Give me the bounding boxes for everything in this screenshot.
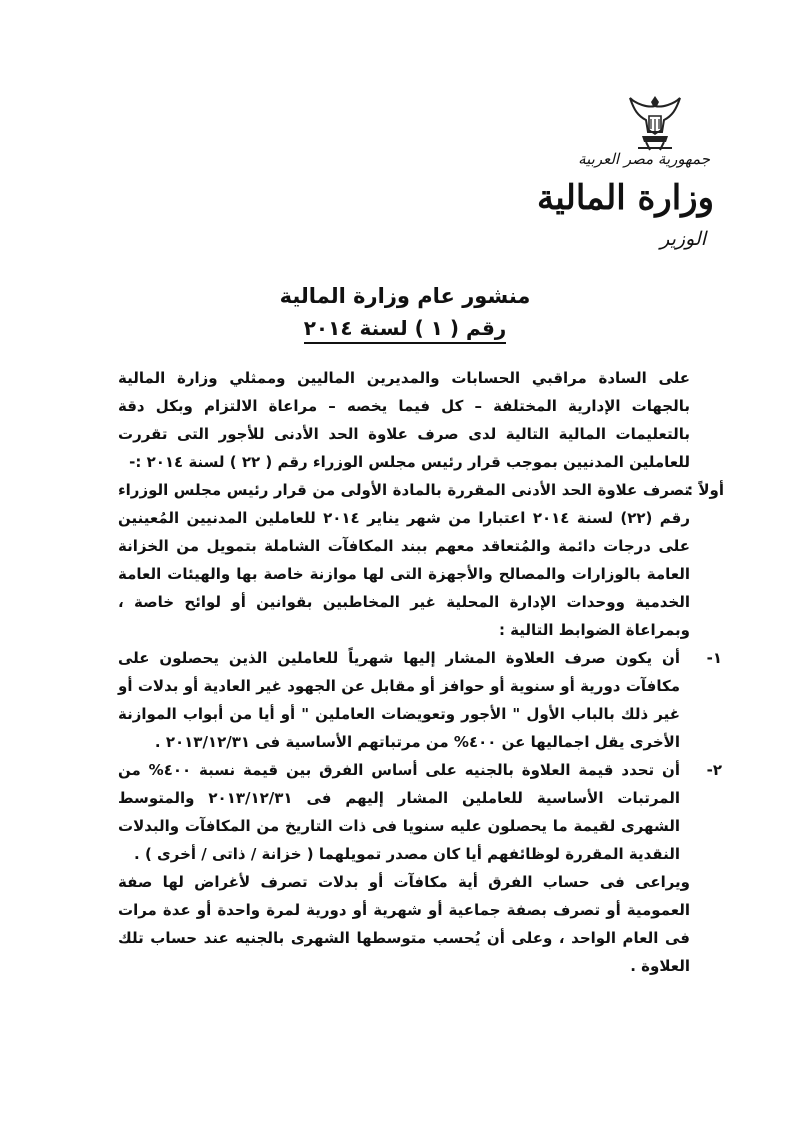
document-title: منشور عام وزارة المالية [279, 284, 531, 308]
first-clause-marker: أولاً : [687, 481, 724, 499]
intro-paragraph: على السادة مراقبي الحسابات والمديرين الماليين وممثلي وزارة المالية بالجهات الإدارية المختلفة – كل فيما يخصه – مراعاة الالتزام وبكل دقة بالتعليمات المالية التالية لدى صرف علاوة الحد الأدنى للأجور التى تقررت للعاملين المدنيين بموجب قرار رئيس مجلس الوزراء رقم ( ٢٢ ) لسنة ٢٠١٤ :- [118, 369, 690, 471]
document-number-text: رقم ( ١ ) لسنة ٢٠١٤ [304, 316, 507, 344]
first-clause-text: تصرف علاوة الحد الأدنى المقررة بالمادة الأولى من قرار رئيس مجلس الوزراء رقم (٢٢) لسنة ٢٠١٤ اعتبارا من شهر يناير ٢٠١٤ للعاملين المدنيين المُعينين على درجات دائمة والمُتعاقد معهم ببند المكافآت الشاملة بتمويل من الخزانة العامة بالوزارات والمصالح والأجهزة التى لها موازنة خاصة بها والهيئات العامة الخدمية ووحدات الإدارة المحلية غير المخاطبين بقوانين أو لوائح خاصة ، وبمراعاة الضوابط التالية : [118, 481, 690, 639]
letterhead-ministry: وزارة المالية [536, 178, 714, 218]
list-item-text: أن تحدد قيمة العلاوة بالجنيه على أساس الفرق بين قيمة نسبة ٤٠٠% من المرتبات الأساسية للعاملين المشار إليهم فى ٢٠١٣/١٢/٣١ والمتوسط الشهرى لقيمة ما يحصلون عليه سنويا فى ذات التاريخ من المكافآت والبدلات النقدية المقررة لوظائفهم أيا كان مصدر تمويلهما ( خزانة / ذاتى / أخرى ) . [118, 761, 680, 863]
letterhead-republic: جمهورية مصر العربية [578, 150, 710, 168]
document-number [240, 316, 570, 340]
list-item [118, 756, 722, 868]
list-item-marker: ١- [706, 649, 722, 667]
list-item-text: أن يكون صرف العلاوة المشار إليها شهرياً للعاملين الذين يحصلون على مكافآت دورية أو سنوية أو حوافز أو مقابل عن الجهود غير العادية أو بدلات أو غير ذلك بالباب الأول " الأجور وتعويضات العاملين " أو أيا من أبواب الموازنة الأخرى يقل اجماليها عن ٤٠٠% من مرتباتهم الأساسية فى ٢٠١٣/١٢/٣١ . [118, 649, 680, 751]
list-item [118, 644, 722, 756]
closing-paragraph: ويراعى فى حساب الفرق أية مكافآت أو بدلات تصرف لأغراض لها صفة العمومية أو تصرف بصفة جماعية أو شهرية أو دورية لمرة واحدة أو عدة مرات فى العام الواحد ، وعلى أن يُحسب متوسطها الشهرى بالجنيه عند حساب تلك العلاوة . [118, 873, 690, 975]
first-clause [118, 476, 724, 644]
document-body [118, 364, 724, 980]
letterhead-minister: الوزير [660, 228, 706, 250]
list-item-marker: ٢- [706, 761, 722, 779]
eagle-emblem-icon [628, 92, 682, 154]
